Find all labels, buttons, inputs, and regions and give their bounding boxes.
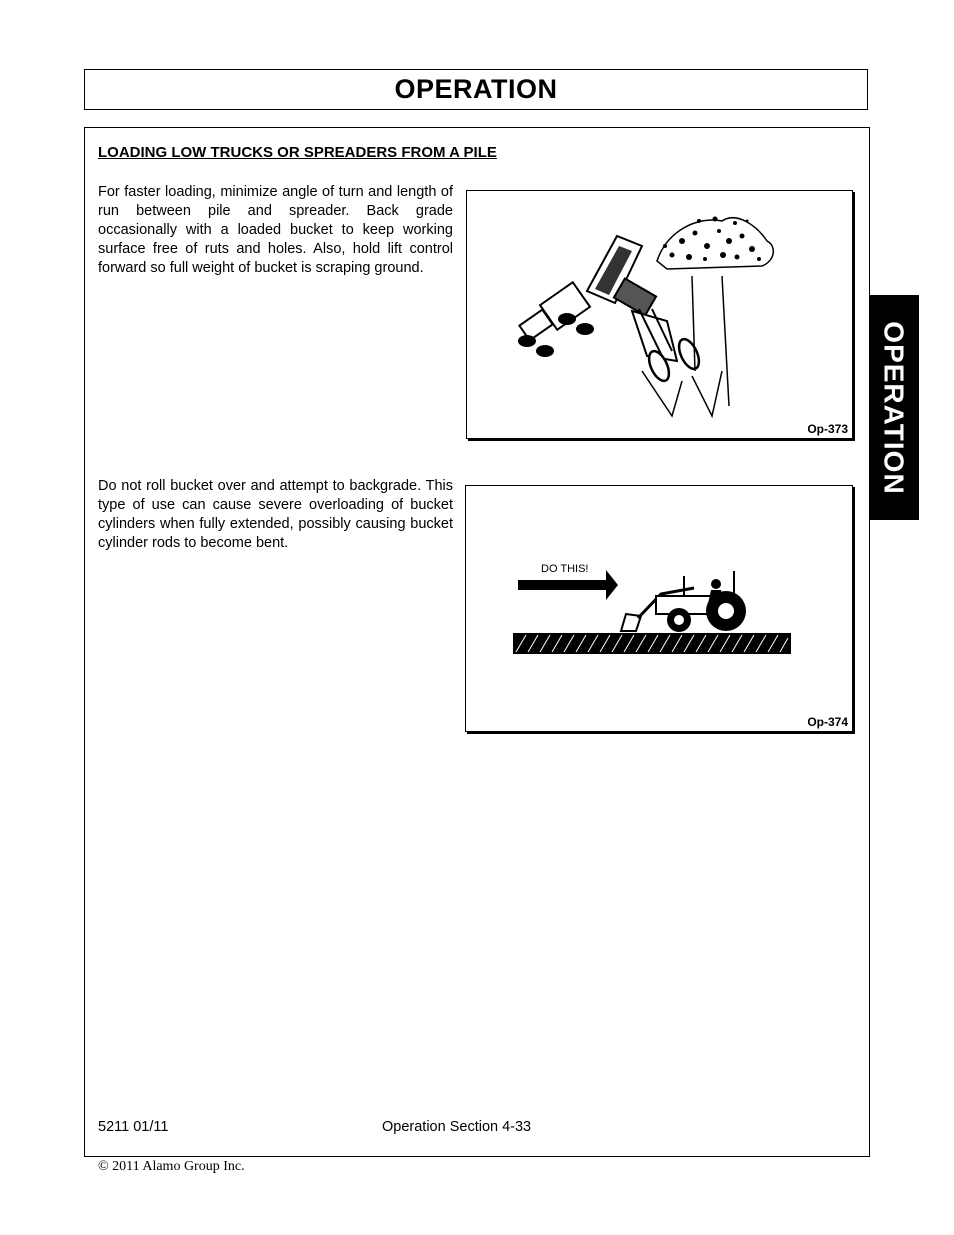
do-this-caption: DO THIS! (541, 563, 589, 575)
section-heading: LOADING LOW TRUCKS OR SPREADERS FROM A PILE (98, 144, 497, 161)
side-tab-label: OPERATION (879, 320, 911, 495)
copyright: © 2011 Alamo Group Inc. (98, 1159, 245, 1174)
figure-label: Op-373 (807, 422, 848, 436)
side-tab (869, 295, 919, 520)
paragraph-backgrade-warning: Do not roll bucket over and attempt to backgrade. This type of use can cause severe overloading of bucket cylinders when fully extended, possibly causing bucket cylinder rods to become bent. (98, 478, 453, 551)
footer-doc-code: 5211 01/11 (98, 1119, 169, 1135)
arrow-right-icon (518, 580, 612, 590)
loader-pile-illustration (467, 191, 854, 440)
figure-label: Op-374 (807, 715, 848, 729)
page-header (84, 69, 868, 110)
page-title: OPERATION (394, 74, 558, 104)
footer-section-page: Operation Section 4-33 (382, 1119, 532, 1135)
do-this-illustration (466, 486, 854, 733)
figure-op-374 (465, 485, 853, 732)
figure-op-373 (466, 190, 853, 439)
paragraph-loading-tips: For faster loading, minimize angle of turn and length of run between pile and spreader. Back grade occasionally with a loaded bucket to keep working surface free of ruts and holes. Also, hold lift control forward so full weight of bucket is scraping ground. (98, 184, 453, 276)
